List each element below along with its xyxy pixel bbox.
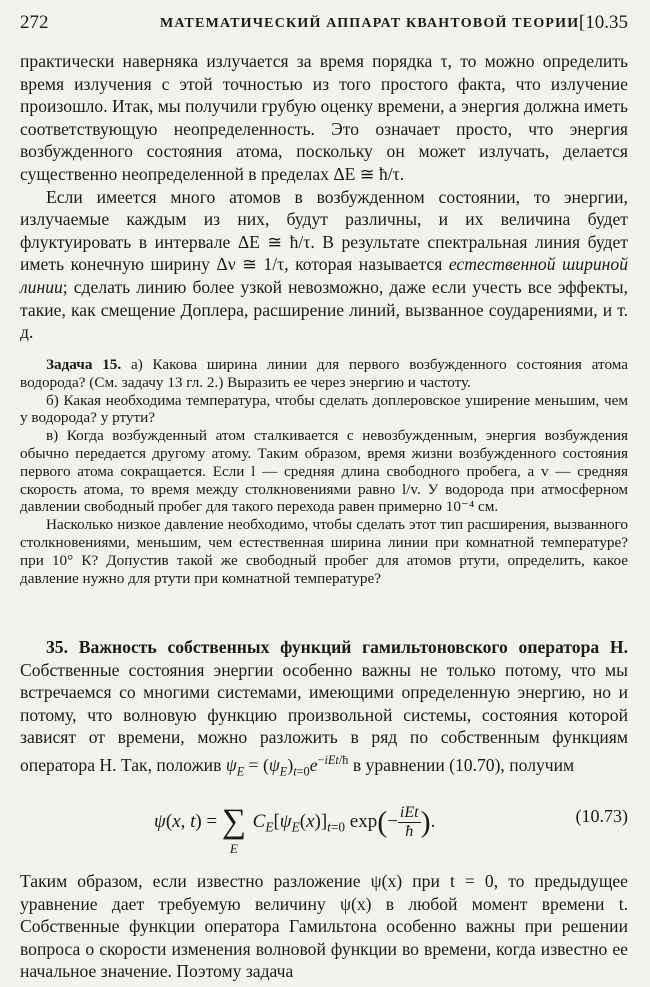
intro-paragraph-1: практически наверняка излучается за время порядка τ, то можно определить время излучения с этой точностью из того простого факта, что излучение произошло. Итак, мы получили грубую оценку времени, а энергия должна иметь соответствующую неопределенность. Это означает просто, что энергия возбужденного состояния атома, поскольку он может излучать, делается существенно неопределенной в пределах ΔE ≅ ħ/τ. bbox=[20, 51, 628, 184]
problem-part-d: Насколько низкое давление необходимо, чтобы сделать этот тип расширения, вызванного столкновениями, меньшим, чем естественная ширина линии при комнатной температуре? при 10° К? Допустив такой же свободный пробег для атомов ртути, определить, какое давление нужно для ртути при комнатной температуре? bbox=[20, 516, 628, 587]
sum-symbol: ∑ E bbox=[221, 803, 247, 856]
problem-part-c: в) Когда возбужденный атом сталкивается с невозбужденным, энергия возбуждения обычно передается другому атому. Таким образом, время жизни возбужденного состояния первого атома сокращается. Если l — средняя длина свободного пробега, а v — средняя скорость атома, то время между столкновениями равно l/v. У водорода при атмосферном давлении свободный пробег для такого перехода равен примерно 10⁻⁴ см. bbox=[20, 427, 628, 516]
running-title: МАТЕМАТИЧЕСКИЙ АППАРАТ КВАНТОВОЙ ТЕОРИИ bbox=[160, 16, 580, 31]
fraction: $\frac{\text{iEt}}{ħ}$ bbox=[399, 804, 419, 840]
problem-part-a: Задача 15. а) Какова ширина линии для первого возбужденного состояния атома водорода? (См. задачу 13 гл. 2.) Выразить ее через энергию и частоту. bbox=[20, 356, 628, 391]
page-header bbox=[20, 12, 628, 38]
section-heading: 35. Важность собственных функций гамильтоновского оператора H. bbox=[46, 637, 628, 657]
equation-number: (10.73) bbox=[575, 806, 628, 826]
intro-text bbox=[20, 50, 628, 344]
section-number: [10.35 bbox=[578, 12, 628, 33]
equation-10-73 bbox=[20, 790, 628, 856]
section-35-continued bbox=[20, 870, 628, 983]
natural-linewidth-term: естественной шириной линии bbox=[20, 254, 628, 297]
intro-paragraph-2: Если имеется много атомов в возбужденном состоянии, то энергии, излучаемые каждым из них, будут различны, и их величина будет флуктуировать в интервале ΔE ≅ ħ/τ. В результате спектральная линия будет иметь конечную ширину Δν ≅ 1/τ, которая называется естественной шириной линии; сделать линию более узкой невозможно, даже если учесть все эффекты, такие, как смещение Доплера, расширение линий, вызванное соударениями, и т. д. bbox=[20, 186, 628, 343]
problem-15 bbox=[20, 356, 628, 587]
inline-substitution: $\psi_E = (\psi_E)_{t=0}e^{-iEt/ħ}$ bbox=[225, 752, 349, 779]
section-35-paragraph-2: Таким образом, если известно разложение ψ(x) при t = 0, то предыдущее уравнение дает требуемую величину ψ(x) в любой момент времени t. Собственные функции оператора Гамильтона особенно важны при решении вопроса о скорости изменения волновой функции во времени, когда известно ее начальное значение. Поэтому задача bbox=[20, 871, 628, 982]
equation-formula: ψ(x, t) = ∑ E $C_E[\psi_E(x)]_{t=0}$ exp(− $\frac{\text{iEt}}{ħ}$ ). bbox=[154, 803, 436, 856]
section-35 bbox=[20, 636, 628, 783]
page-number: 272 bbox=[20, 12, 49, 33]
problem-part-b: б) Какая необходима температура, чтобы сделать доплеровское уширение меньшим, чем у водорода? у ртути? bbox=[20, 391, 628, 427]
problem-label: Задача 15. bbox=[46, 356, 122, 373]
section-35-paragraph-1: 35. Важность собственных функций гамильтоновского оператора H. Собственные состояния энергии особенно важны не только потому, что мы встречаемся со многими системами, имеющими определенную энергию, но и потому, что волновую функцию произвольной системы, состояния которой зависят от времени, можно разложить в ряд по собственным функциям оператора H. Так, положив $\psi_E = (\psi_E)_{t=0}e^{-iEt/ħ}$ в уравнении (10.70), получим bbox=[20, 637, 628, 779]
